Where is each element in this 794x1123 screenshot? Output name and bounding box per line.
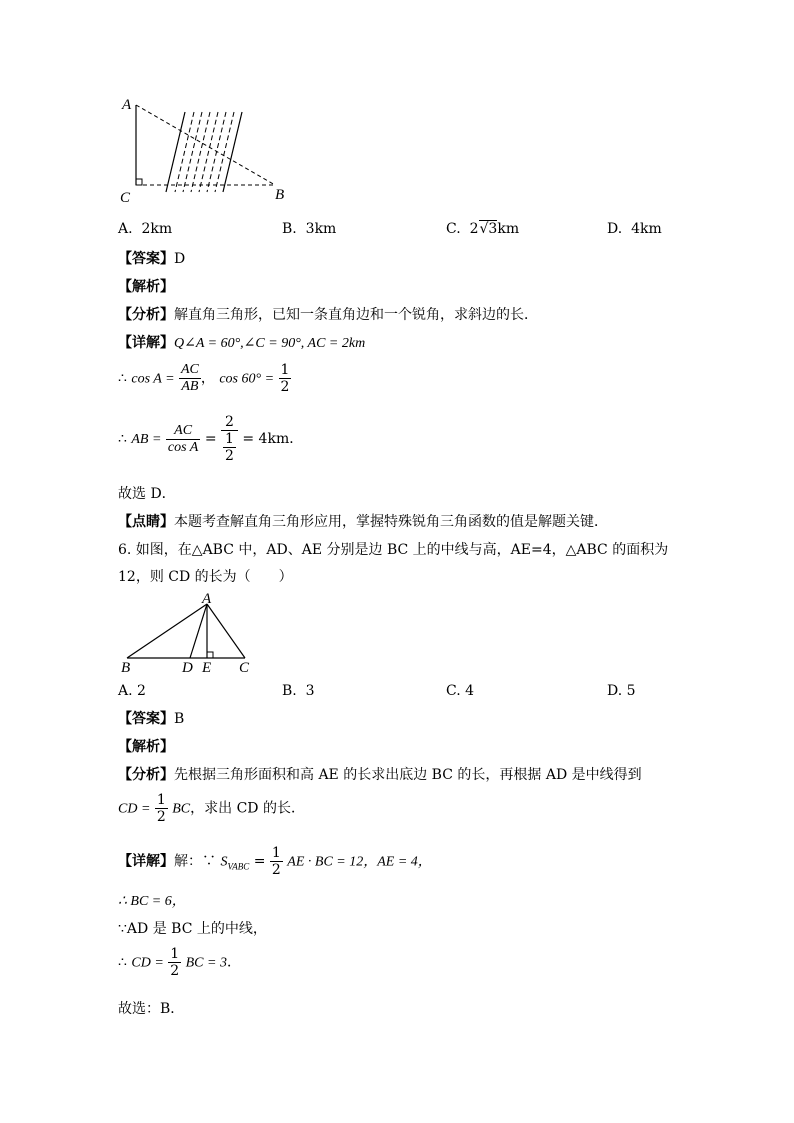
q6-step1: ∴ BC = 6，	[118, 894, 186, 909]
q5-answer: 【答案】D	[118, 251, 186, 267]
q5-xiangjie: 【详解】Q∠A = 60°,∠C = 90°, AC = 2km	[118, 335, 366, 351]
fraction-two-over-half: 2 1 2	[221, 414, 238, 464]
vertex-label-c: C	[120, 190, 131, 206]
option-b: B. 3	[282, 683, 315, 699]
vertex-label-b: B	[275, 187, 285, 203]
option-d: D. 5	[607, 683, 636, 699]
q6-analysis-label: 【解析】	[118, 739, 174, 755]
vertex-label-a: A	[122, 97, 132, 113]
q5-fenxi: 【分析】解直角三角形，已知一条直角边和一个锐角，求斜边的长．	[118, 307, 538, 323]
q5-dianjing: 【点睛】本题考查解直角三角形应用，掌握特殊锐角三角函数的值是解题关键．	[118, 514, 608, 530]
fraction-ac-cosa: $\frac{AC}{\text{cos A}}$	[167, 422, 199, 455]
q5-formula-cos: ∴ cos A = $\frac{AC}{AB}$ ， cos 60° = $\frac{1}{2}$	[118, 362, 290, 396]
triangle-abc-figure	[115, 590, 265, 680]
vertex-label-b: B	[121, 660, 131, 676]
q5-analysis-label: 【解析】	[118, 279, 174, 295]
option-c: C. 2√3km	[446, 221, 520, 237]
vertex-label-d: D	[182, 660, 193, 676]
option-b: B. 3km	[282, 221, 337, 237]
q6-stem-line1: 6. 如图，在△ABC 中，AD、AE 分别是边 BC 上的中线与高，AE=4，△ABC 的面积为	[118, 542, 669, 558]
fraction-ac-ab: $\frac{AC}{AB}$	[180, 362, 199, 395]
q6-fenxi-formula: CD = $\frac{1}{2}$ BC，求出 CD 的长．	[118, 792, 305, 826]
q5-formula-ab: ∴ AB = $\frac{AC}{\text{cos A}}$ = 2 1 2 = 4km．	[118, 414, 304, 465]
option-a: A. 2km	[118, 221, 173, 237]
fraction-one-half: $\frac{1}{2}$	[271, 845, 281, 879]
vertex-label-a: A	[202, 591, 212, 607]
q6-conclusion: 故选：B．	[118, 1001, 185, 1017]
vertex-label-c: C	[239, 660, 250, 676]
option-a: A. 2	[118, 683, 146, 699]
triangle-river-figure	[110, 92, 300, 207]
option-d: D. 4km	[607, 221, 662, 237]
vertex-label-e: E	[202, 660, 212, 676]
q6-answer: 【答案】B	[118, 711, 185, 727]
q6-xiangjie: 【详解】解：∵ $S_{VABC}$ = $\frac{1}{2}$ AE · BC = 12，AE = 4，	[118, 845, 432, 879]
option-c: C. 4	[446, 683, 475, 699]
q6-stem-line2: 12，则 CD 的长为（ ）	[118, 569, 293, 585]
q5-conclusion: 故选 D．	[118, 486, 176, 502]
fraction-one-half: $\frac{1}{2}$	[280, 362, 290, 396]
q6-step2: ∵AD 是 BC 上的中线，	[118, 921, 267, 937]
fraction-one-half: $\frac{1}{2}$	[156, 792, 166, 826]
q6-step3: ∴ CD = $\frac{1}{2}$ BC = 3．	[118, 946, 241, 980]
q6-fenxi: 【分析】先根据三角形面积和高 AE 的长求出底边 BC 的长，再根据 AD 是中线得到	[118, 767, 642, 783]
fraction-one-half: $\frac{1}{2}$	[170, 946, 180, 980]
